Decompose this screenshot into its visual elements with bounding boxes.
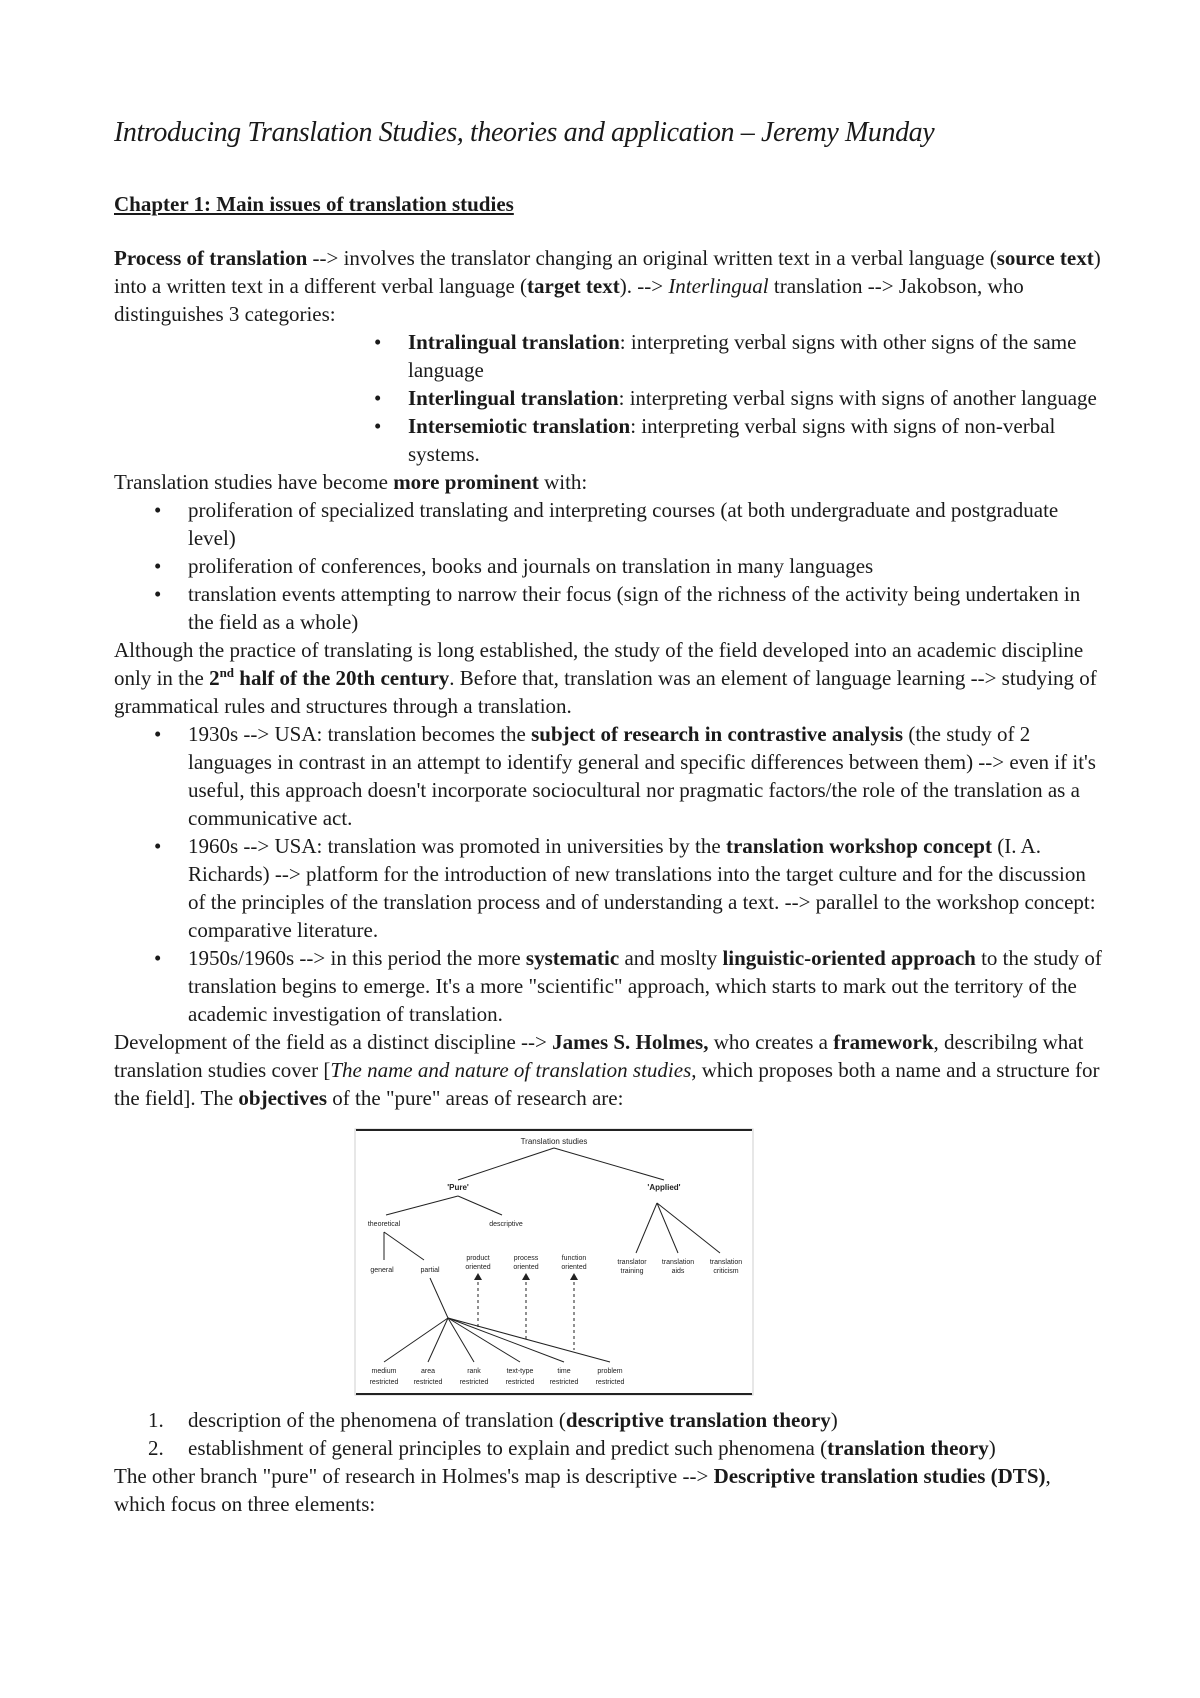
node-theoretical: theoretical <box>367 1221 401 1228</box>
node-text-type-restricted-1: text-type <box>506 1368 534 1375</box>
paragraph-academic-discipline: Although the practice of translating is long established, the study of the field developed into an academic discipline only in the 2nd half of the 20th century. Before that, translation was an element of language learning --> studying of grammatical rules and structures through a translation. <box>114 638 1097 718</box>
node-product-oriented-2: oriented <box>465 1264 491 1271</box>
node-translation-criticism-1: translation <box>709 1259 743 1266</box>
list-item: 2. establishment of general principles to explain and predict such phenomena (translation theory) <box>148 1436 996 1460</box>
list-item: • translation events attempting to narrow their focus (sign of the richness of the activity being undertaken in the field as a whole) <box>188 580 1104 636</box>
holmes-map-diagram <box>354 1128 754 1396</box>
node-area-restricted-1: area <box>420 1368 436 1375</box>
history-list <box>188 720 1104 1028</box>
node-translator-training-2: training <box>620 1268 644 1275</box>
node-translation-studies: Translation studies <box>520 1137 588 1146</box>
node-rank-restricted-2: restricted <box>459 1379 489 1386</box>
node-descriptive: descriptive <box>489 1221 523 1228</box>
node-medium-restricted-2: restricted <box>369 1379 399 1386</box>
document-title: Introducing Translation Studies, theories and application – Jeremy Munday <box>114 117 935 148</box>
node-function-oriented-2: oriented <box>561 1264 587 1271</box>
list-item: • 1960s --> USA: translation was promoted in universities by the translation workshop concept (I. A. Richards) --> platform for the introduction of new translations into the target culture and for the discussion of the principles of the translation process and of understanding a text. --> parallel to the workshop concept: comparative literature. <box>188 832 1104 944</box>
paragraph-more-prominent: Translation studies have become more prominent with: <box>114 470 588 494</box>
node-partial: partial <box>420 1267 440 1274</box>
list-item: • Intersemiotic translation: interpreting verbal signs with signs of non-verbal systems. <box>408 412 1104 468</box>
node-process-oriented-2: oriented <box>513 1264 539 1271</box>
node-pure: 'Pure' <box>447 1183 469 1192</box>
node-rank-restricted-1: rank <box>467 1368 481 1375</box>
node-translation-aids-1: translation <box>661 1259 695 1266</box>
document-body <box>114 244 1104 1518</box>
node-area-restricted-2: restricted <box>413 1379 443 1386</box>
node-text-type-restricted-2: restricted <box>505 1379 535 1386</box>
node-applied: 'Applied' <box>647 1183 681 1192</box>
list-item: • 1950s/1960s --> in this period the more systematic and moslty linguistic-oriented approach to the study of translation begins to emerge. It's a more "scientific" approach, which starts to mark out the territory of the academic investigation of translation. <box>188 944 1104 1028</box>
paragraph-holmes-framework: Development of the field as a distinct discipline --> James S. Holmes, who creates a framework, describilng what translation studies cover [The name and nature of translation studies, which proposes both a name and a structure for the field]. The objectives of the "pure" areas of research are: <box>114 1030 1100 1110</box>
list-item: • proliferation of conferences, books and journals on translation in many languages <box>188 552 1104 580</box>
node-translation-aids-2: aids <box>671 1268 685 1275</box>
list-item: • Interlingual translation: interpreting verbal signs with signs of another language <box>408 384 1104 412</box>
prominent-list <box>188 496 1104 636</box>
node-time-restricted-1: time <box>557 1368 571 1375</box>
node-translation-criticism-2: criticism <box>713 1268 739 1275</box>
chapter-heading: Chapter 1: Main issues of translation studies <box>114 192 514 216</box>
node-problem-restricted-1: problem <box>597 1368 623 1375</box>
paragraph-process-of-translation: Process of translation --> involves the translator changing an original written text in a verbal language (source text) into a written text in a different verbal language (target text). --> Interlingual translation --> Jakobson, who distinguishes 3 categories: <box>114 246 1101 326</box>
node-general: general <box>370 1267 394 1274</box>
node-medium-restricted-1: medium <box>371 1368 397 1375</box>
jakobson-categories-list <box>408 328 1104 468</box>
node-product-oriented-1: product <box>466 1255 490 1262</box>
paragraph-dts: The other branch "pure" of research in Holmes's map is descriptive --> Descriptive translation studies (DTS), which focus on three elements: <box>114 1464 1051 1516</box>
node-problem-restricted-2: restricted <box>595 1379 625 1386</box>
list-item: • Intralingual translation: interpreting verbal signs with other signs of the same language <box>408 328 1104 384</box>
list-item: • 1930s --> USA: translation becomes the subject of research in contrastive analysis (the study of 2 languages in contrast in an attempt to identify general and specific differences between them) --> even if it's useful, this approach doesn't incorporate sociocultural nor pragmatic factors/the role of the translation as a communicative act. <box>188 720 1104 832</box>
holmes-map-figure <box>354 1128 754 1396</box>
node-time-restricted-2: restricted <box>549 1379 579 1386</box>
node-function-oriented-1: function <box>561 1255 587 1262</box>
node-translator-training-1: translator <box>617 1259 647 1266</box>
objectives-list <box>148 1406 1104 1462</box>
list-item: • proliferation of specialized translating and interpreting courses (at both undergraduate and postgraduate level) <box>188 496 1104 552</box>
node-process-oriented-1: process <box>513 1255 539 1262</box>
list-item: 1. description of the phenomena of translation (descriptive translation theory) <box>148 1408 838 1432</box>
